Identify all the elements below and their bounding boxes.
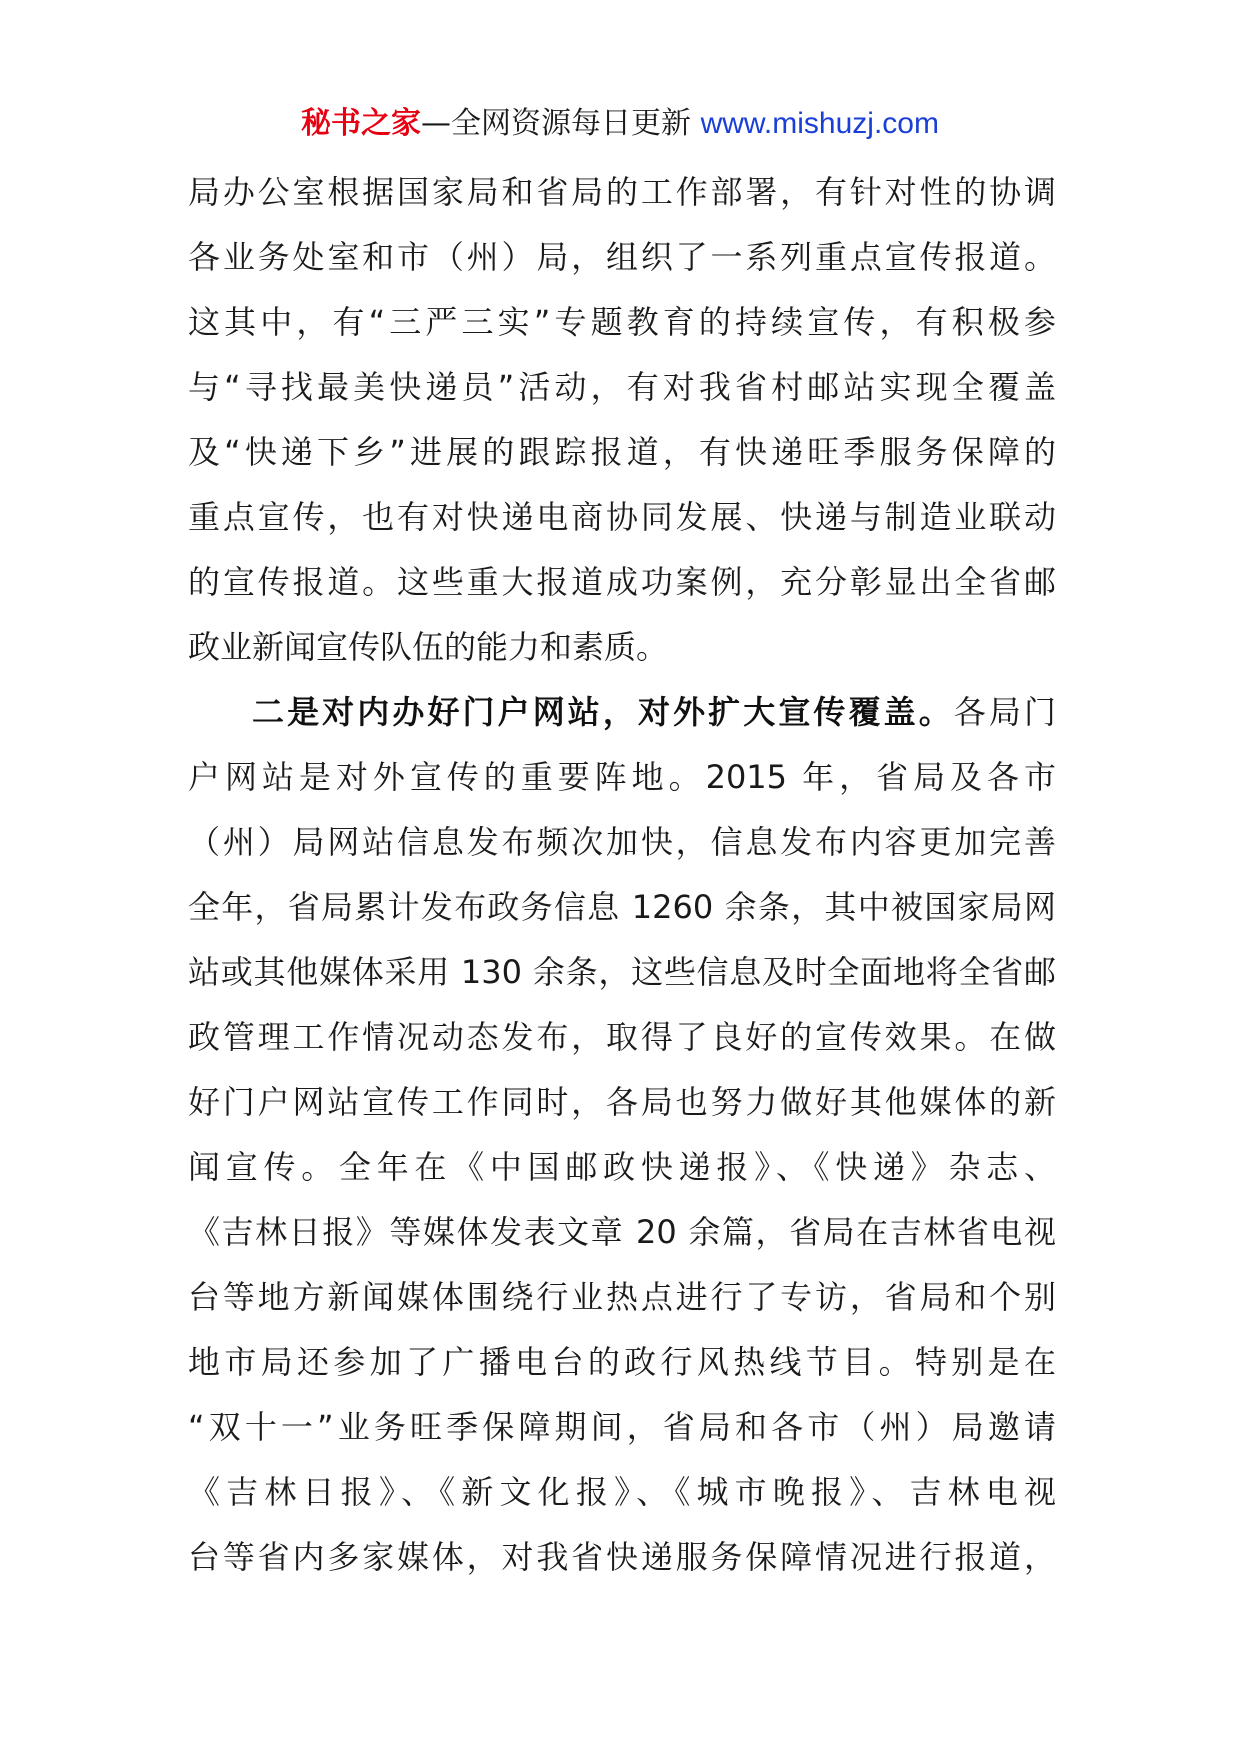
- text-line: 的宣传报道。这些重大报道成功案例，充分彰显出全省邮: [188, 563, 1056, 601]
- text-line: 各业务处室和市（州）局，组织了一系列重点宣传报道。: [188, 238, 1056, 276]
- text-line: 地市局还参加了广播电台的政行风热线节目。特别是在: [188, 1343, 1056, 1381]
- site-header: [0, 102, 1240, 146]
- text-line: 重点宣传，也有对快递电商协同发展、快递与制造业联动: [188, 498, 1056, 536]
- text-line: 与“寻找最美快递员”活动，有对我省村邮站实现全覆盖: [188, 368, 1056, 406]
- paragraph-first-line: [188, 680, 1056, 745]
- text-line: 台等地方新闻媒体围绕行业热点进行了专访，省局和个别: [188, 1278, 1056, 1316]
- text-line: 及“快递下乡”进展的跟踪报道，有快递旺季服务保障的: [188, 433, 1056, 471]
- text-line: 局办公室根据国家局和省局的工作部署，有针对性的协调: [188, 173, 1056, 211]
- text-line: 政业新闻宣传队伍的能力和素质。: [188, 628, 669, 666]
- paragraph-heading: 二是对内办好门户网站，对外扩大宣传覆盖。: [252, 693, 954, 731]
- text-line: 这其中，有“三严三实”专题教育的持续宣传，有积极参: [188, 303, 1056, 341]
- text-line: “双十一”业务旺季保障期间，省局和各市（州）局邀请: [188, 1408, 1056, 1446]
- paragraph-heading-rest: 各局门: [953, 693, 1056, 731]
- header-tagline: —全网资源每日更新: [421, 106, 692, 141]
- document-body: [188, 160, 1056, 1590]
- paragraph-1: [188, 160, 1056, 680]
- text-line: 台等省内多家媒体，对我省快递服务保障情况进行报道，: [188, 1538, 1056, 1576]
- text-line: 站或其他媒体采用 130 余条，这些信息及时全面地将全省邮: [188, 953, 1056, 991]
- text-line: 政管理工作情况动态发布，取得了良好的宣传效果。在做: [188, 1018, 1056, 1056]
- text-line: 闻宣传。全年在《中国邮政快递报》、《快递》杂志、: [188, 1148, 1056, 1186]
- text-line: 《吉林日报》、《新文化报》、《城市晚报》、吉林电视: [188, 1473, 1056, 1511]
- paragraph-2: [188, 680, 1056, 1590]
- brand-name: 秘书之家: [301, 106, 422, 141]
- text-line: （州）局网站信息发布频次加快，信息发布内容更加完善: [188, 823, 1056, 861]
- site-url-link[interactable]: www.mishuzj.com: [700, 107, 939, 140]
- text-line: 户网站是对外宣传的重要阵地。2015 年，省局及各市: [188, 758, 1056, 796]
- text-line: 《吉林日报》等媒体发表文章 20 余篇，省局在吉林省电视: [188, 1213, 1056, 1251]
- text-line: 好门户网站宣传工作同时，各局也努力做好其他媒体的新: [188, 1083, 1056, 1121]
- text-line: 全年，省局累计发布政务信息 1260 余条，其中被国家局网: [188, 888, 1056, 926]
